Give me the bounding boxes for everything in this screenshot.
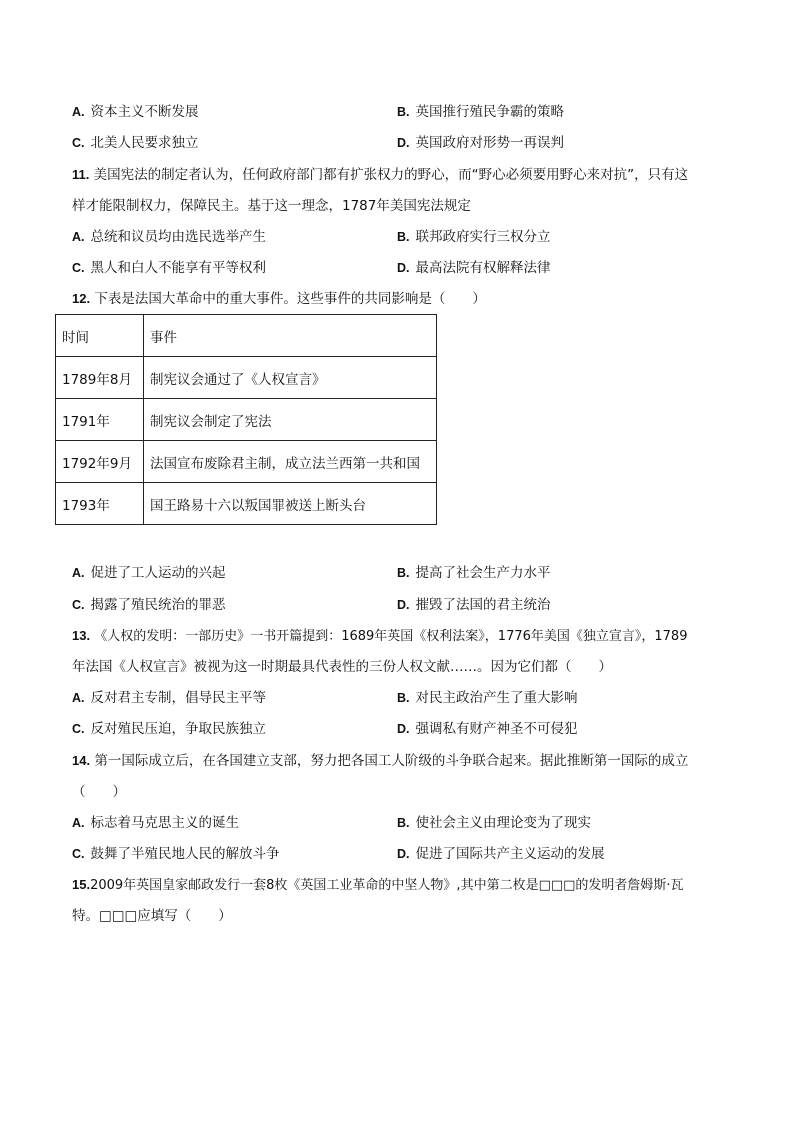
q12-stem: 12. 下表是法国大革命中的重大事件。这些事件的共同影响是（ ）	[72, 291, 486, 307]
q10-option-c: C. 北美人民要求独立	[72, 135, 199, 151]
q15-stem-line2: 特。□□□应填写（ ）	[72, 908, 232, 924]
table-cell-time: 1791年	[56, 399, 144, 441]
table-row	[56, 441, 437, 483]
q10-option-d: D. 英国政府对形势一再误判	[397, 135, 564, 151]
q12-option-c: C. 揭露了殖民统治的罪恶	[72, 597, 226, 613]
table-cell-event: 制宪议会制定了宪法	[144, 399, 437, 441]
table-cell-event: 国王路易十六以叛国罪被送上断头台	[144, 483, 437, 525]
q14-option-b: B. 使社会主义由理论变为了现实	[397, 815, 591, 831]
table-row	[56, 399, 437, 441]
q12-option-b: B. 提高了社会生产力水平	[397, 565, 551, 581]
q14-option-d: D. 促进了国际共产主义运动的发展	[397, 846, 605, 862]
q11-option-d: D. 最高法院有权解释法律	[397, 260, 551, 276]
q12-events-table	[55, 314, 437, 525]
q13-option-a: A. 反对君主专制，倡导民主平等	[72, 690, 266, 706]
table-header-row	[56, 315, 437, 357]
table-row	[56, 483, 437, 525]
table-row	[56, 357, 437, 399]
q13-stem-line2: 年法国《人权宣言》被视为这一时期最具代表性的三份人权文献……。因为它们都（ ）	[72, 659, 612, 675]
table-cell-event: 法国宣布废除君主制，成立法兰西第一共和国	[144, 441, 437, 483]
q13-option-c: C. 反对殖民压迫，争取民族独立	[72, 721, 266, 737]
q15-stem-line1: 15.2009年英国皇家邮政发行一套8枚《英国工业革命的中坚人物》,其中第二枚是□□□的发明者詹姆斯·瓦	[72, 877, 684, 893]
q12-option-d: D. 摧毁了法国的君主统治	[397, 597, 551, 613]
table-cell-time: 1793年	[56, 483, 144, 525]
q11-option-a: A. 总统和议员均由选民选举产生	[72, 229, 266, 245]
table-header-time: 时间	[56, 315, 144, 357]
q11-option-b: B. 联邦政府实行三权分立	[397, 229, 551, 245]
q14-stem-line2: （ ）	[72, 784, 126, 800]
table-cell-time: 1792年9月	[56, 441, 144, 483]
q13-option-b: B. 对民主政治产生了重大影响	[397, 690, 578, 706]
q11-option-c: C. 黑人和白人不能享有平等权利	[72, 260, 266, 276]
q14-option-c: C. 鼓舞了半殖民地人民的解放斗争	[72, 846, 280, 862]
q10-option-b: B. 英国推行殖民争霸的策略	[397, 104, 564, 120]
q10-option-a: A. 资本主义不断发展	[72, 104, 199, 120]
q14-option-a: A. 标志着马克思主义的诞生	[72, 815, 239, 831]
q13-option-d: D. 强调私有财产神圣不可侵犯	[397, 721, 578, 737]
q12-option-a: A. 促进了工人运动的兴起	[72, 565, 226, 581]
q14-stem-line1: 14. 第一国际成立后，在各国建立支部，努力把各国工人阶级的斗争联合起来。据此推断第一国际的成立	[72, 753, 689, 769]
table-cell-time: 1789年8月	[56, 357, 144, 399]
table-cell-event: 制宪议会通过了《人权宣言》	[144, 357, 437, 399]
q13-stem-line1: 13. 《人权的发明：一部历史》一书开篇提到：1689年英国《权利法案》，1776年美国《独立宣言》，1789	[72, 628, 688, 644]
q11-stem-line2: 样才能限制权力，保障民主。基于这一理念，1787年美国宪法规定	[72, 198, 471, 214]
table-header-event: 事件	[144, 315, 437, 357]
q11-stem-line1: 11. 美国宪法的制定者认为，任何政府部门都有扩张权力的野心，而“野心必须要用野心来对抗”，只有这	[72, 167, 689, 183]
